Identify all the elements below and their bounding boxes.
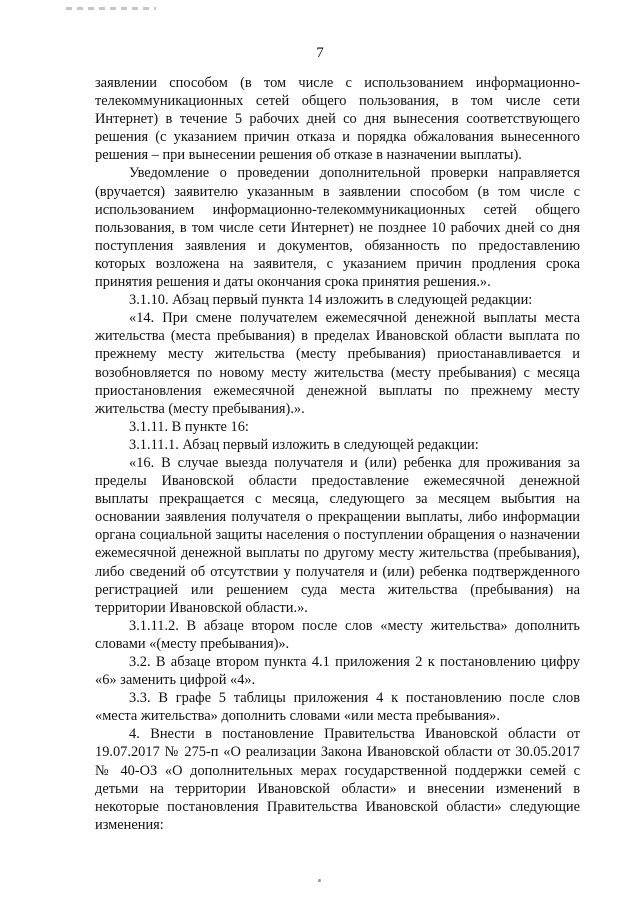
paragraph-6: 3.1.11.1. Абзац первый изложить в следующей редакции: [129,436,479,453]
paragraph-4: «14. При смене получателем ежемесячной денежной выплаты места жительства (места пребывания) в пределах Ивановской области выплата по прежнему месту жительства (месту пребывания) приостанавливается и возобновляется по новому месту жительства (месту пребывания) с месяца приостановления ежемесячной денежной выплаты по прежнему месту жительства (месту пребывания).». [95,310,580,417]
paragraph-10: 3.3. В графе 5 таблицы приложения 4 к постановлению после слов «места жительства» дополнить словами «или места пребывания». [95,690,580,725]
scan-artifact [66,7,156,10]
scan-artifact-dot [318,879,321,882]
paragraph-2: Уведомление о проведении дополнительной проверки направляется (вручается) заявителю указанным в заявлении способом (в том числе с использованием информационно-телекоммуникационных сетей общего пользования, в том числе сети Интернет) не позднее 10 рабочих дней со дня поступления заявления и документов, обязанность по предоставлению которых возложена на заявителя, с указанием причин продления срока принятия решения и даты окончания срока принятия решения.». [95,165,580,291]
paragraph-5: 3.1.11. В пункте 16: [129,418,249,435]
paragraph-11: 4. Внести в постановление Правительства Ивановской области от 19.07.2017 № 275-п «О реализации Закона Ивановской области от 30.05.2017 № 40-ОЗ «О дополнительных мерах государственной поддержки семей с детьми на территории Ивановской области» и внесении изменений в некоторые постановления Правительства Ивановской области» следующие изменения: [95,726,580,833]
document-body [95,74,580,834]
paragraph-3: 3.1.10. Абзац первый пункта 14 изложить в следующей редакции: [129,292,533,309]
paragraph-8: 3.1.11.2. В абзаце втором после слов «месту жительства» дополнить словами «(месту пребывания)». [95,617,580,652]
paragraph-1: заявлении способом (в том числе с использованием информационно-телекоммуникационных сетей общего пользования, в том числе сети Интернет) в течение 5 рабочих дней со дня вынесения соответствующего решения (с указанием причин отказа и порядка обжалования вынесенного решения – при вынесении решения об отказе в назначении выплаты). [95,75,580,164]
paragraph-9: 3.2. В абзаце втором пункта 4.1 приложения 2 к постановлению цифру «6» заменить цифрой «4». [95,654,580,689]
page-number: 7 [316,45,324,61]
paragraph-7: «16. В случае выезда получателя и (или) ребенка для проживания за пределы Ивановской области предоставление ежемесячной денежной выплаты прекращается с месяца, следующего за месяцем выбытия на основании заявления получателя о прекращении выплаты, либо информации органа социальной защиты населения о поступлении обращения о назначении ежемесячной денежной выплаты по другому месту жительства (пребывания), либо сведений об отсутствии у получателя и (или) ребенка подтвержденного регистрацией или решением суда места жительства (пребывания) на территории Ивановской области.». [95,454,580,616]
